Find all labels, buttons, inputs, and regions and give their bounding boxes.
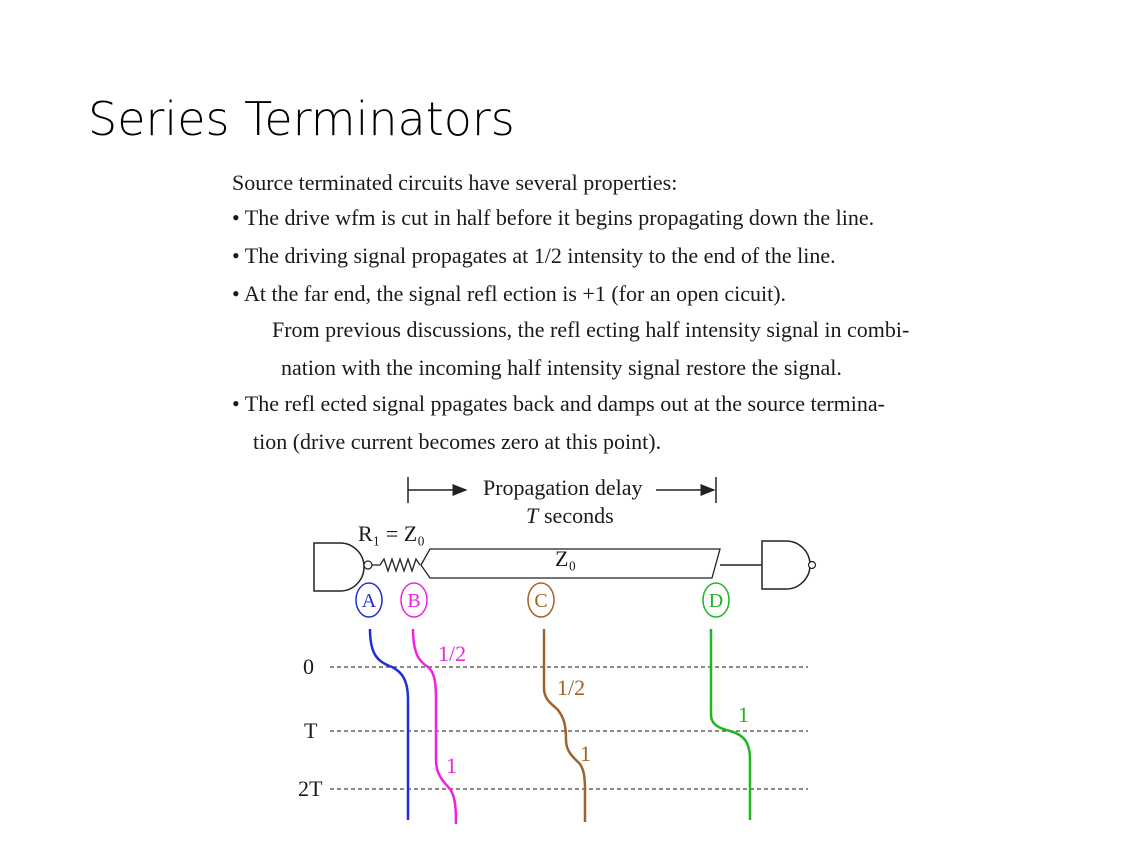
resistor-icon [372,559,420,571]
node-d-label: D [708,590,724,612]
resistor-label: R₁ = Z₀ [358,521,425,546]
body-line-bullet-4: • The refl ected signal ppagates back and damps out at the source termina- [232,391,885,416]
body-line-continuation-3: tion (drive current becomes zero at this point). [253,429,662,454]
node-b-full-label: 1 [446,753,457,778]
receiver-bubble-icon [809,562,816,569]
node-c-marker [528,583,554,617]
node-d-full-label: 1 [738,702,749,727]
time-label-0: 0 [303,654,314,679]
waveform-a [370,629,408,820]
node-b-label: B [407,590,421,612]
driver-gate-icon [314,543,364,591]
node-b-marker [401,583,427,617]
body-line-intro: Source terminated circuits have several properties: [232,170,678,195]
body-line-bullet-2: • The driving signal propagates at 1/2 intensity to the end of the line. [232,243,836,268]
driver-bubble-icon [364,561,372,569]
slide-title: Series Terminators [88,92,515,146]
body-line-continuation-1: From previous discussions, the refl ecting half intensity signal in combi- [272,317,910,342]
waveform-c [544,629,585,822]
body-line-bullet-3: • At the far end, the signal refl ection is +1 (for an open cicuit). [232,281,787,306]
line-impedance-label: Z₀ [555,546,577,571]
node-c-half-label: 1/2 [557,675,586,700]
propagation-delay-label: Propagation delay [483,475,643,500]
body-line-continuation-2: nation with the incoming half intensity signal restore the signal. [281,355,842,380]
receiver-gate-icon [762,541,810,589]
body-line-bullet-1: • The drive wfm is cut in half before it begins propagating down the line. [232,205,875,230]
node-c-label: C [534,590,548,612]
seconds-label: seconds [544,503,614,528]
node-a-label: A [361,590,377,612]
node-d-marker [703,583,729,617]
node-c-full-label: 1 [580,741,591,766]
time-label-2t: 2T [298,776,323,801]
node-a-marker [356,583,382,617]
seconds-symbol: T [526,503,539,528]
time-label-t: T [304,718,318,743]
node-b-half-label: 1/2 [438,641,467,666]
